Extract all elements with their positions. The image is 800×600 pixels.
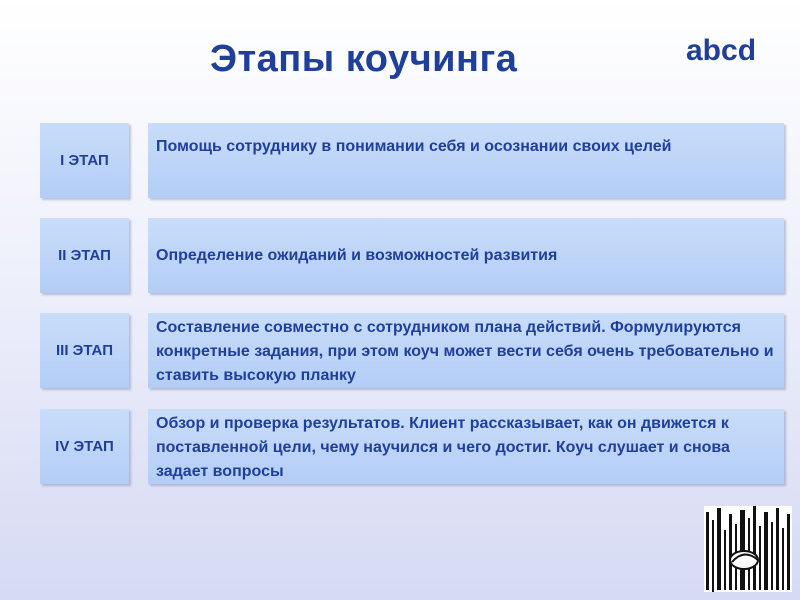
slide-title: Этапы коучинга — [210, 38, 518, 80]
corner-tag: abcd — [686, 34, 757, 67]
stage-2-description: Определение ожиданий и возможностей развития — [148, 218, 784, 293]
logo-graphic — [700, 500, 796, 596]
stage-4-label: IV ЭТАП — [40, 409, 129, 484]
stage-3-label: III ЭТАП — [40, 313, 129, 388]
stage-1-description: Помощь сотруднику в понимании себя и осознании своих целей — [148, 123, 784, 198]
stage-2-label: II ЭТАП — [40, 218, 129, 293]
stage-1-label: I ЭТАП — [40, 123, 129, 198]
stage-3-description: Составление совместно с сотрудником плана действий. Формулируются конкретные задания, при этом коуч может вести себя очень требовательно и ставить высокую планку — [148, 313, 784, 388]
stage-4-description: Обзор и проверка результатов. Клиент рассказывает, как он движется к поставленной цели, чему научился и чего достиг. Коуч слушает и снова задает вопросы — [148, 409, 784, 484]
